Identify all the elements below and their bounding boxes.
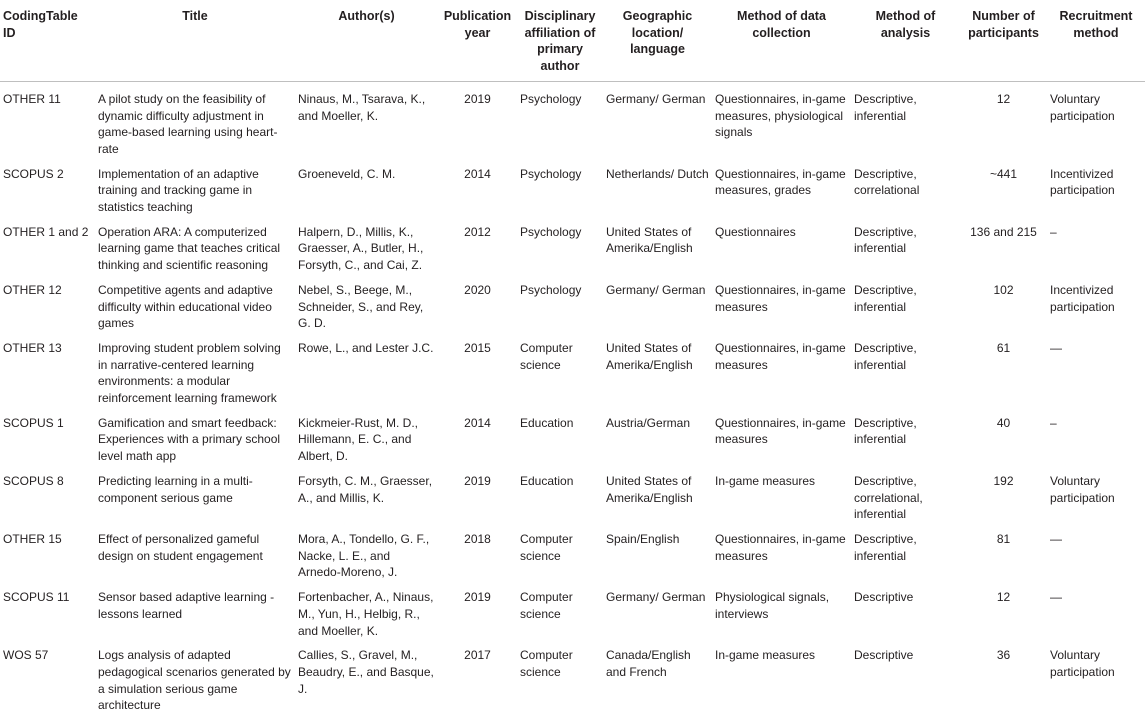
cell-affiliation: Education bbox=[520, 415, 574, 430]
cell-participants: 136 and 215 bbox=[970, 224, 1037, 239]
header-recruitment: Recruitment method bbox=[1047, 0, 1145, 81]
cell-recruitment: Incentivized participation bbox=[1050, 166, 1115, 198]
cell-coding-id: OTHER 12 bbox=[3, 282, 62, 297]
cell-location: Germany/ German bbox=[606, 91, 706, 106]
cell-recruitment: — bbox=[1050, 590, 1062, 605]
table-row bbox=[0, 158, 1145, 216]
cell-title: Gamification and smart feedback: Experiences with a primary school level math app bbox=[98, 415, 281, 464]
table-row bbox=[0, 332, 1145, 407]
cell-data-collection: Questionnaires, in-game measures, grades bbox=[715, 166, 846, 198]
header-disciplinary-affiliation: Disciplinary affiliation of primary author bbox=[517, 0, 603, 81]
cell-data-collection: Questionnaires, in-game measures bbox=[715, 531, 846, 563]
cell-recruitment: Voluntary participation bbox=[1050, 473, 1115, 505]
cell-authors: Ninaus, M., Tsarava, K., and Moeller, K. bbox=[298, 91, 426, 123]
cell-data-collection: Physiological signals, interviews bbox=[715, 590, 830, 621]
cell-year: 2018 bbox=[464, 531, 491, 546]
cell-year: 2020 bbox=[464, 282, 491, 297]
cell-affiliation: Computer science bbox=[520, 531, 573, 563]
cell-title: Sensor based adaptive learning - lessons learned bbox=[98, 590, 275, 621]
cell-data-collection: Questionnaires, in-game measures bbox=[715, 282, 846, 314]
cell-coding-id: SCOPUS 1 bbox=[3, 415, 64, 430]
cell-recruitment: – bbox=[1050, 224, 1057, 239]
cell-recruitment: — bbox=[1050, 340, 1062, 355]
cell-location: Netherlands/ Dutch bbox=[606, 166, 709, 181]
cell-title: Improving student problem solving in narrative-centered learning environments: a modular reinforcement learning framework bbox=[98, 340, 281, 406]
header-authors: Author(s) bbox=[295, 0, 438, 81]
cell-analysis: Descriptive, inferential bbox=[854, 415, 917, 447]
cell-participants: 81 bbox=[996, 531, 1011, 546]
cell-location: United States of Amerika/English bbox=[606, 473, 693, 505]
cell-coding-id: SCOPUS 2 bbox=[3, 166, 64, 181]
cell-location: Germany/ German bbox=[606, 590, 706, 605]
cell-coding-id: OTHER 1 and 2 bbox=[3, 224, 89, 239]
cell-analysis: Descriptive bbox=[854, 590, 914, 605]
cell-title: Operation ARA: A computerized learning game that teaches critical thinking and scientific reasoning bbox=[98, 224, 281, 273]
cell-participants: 12 bbox=[996, 91, 1011, 106]
cell-authors: Forsyth, C. M., Graesser, A., and Millis, K. bbox=[298, 473, 433, 505]
cell-recruitment: Voluntary participation bbox=[1050, 91, 1115, 123]
cell-coding-id: SCOPUS 8 bbox=[3, 473, 64, 488]
cell-participants: 102 bbox=[993, 282, 1014, 297]
cell-title: Effect of personalized gameful design on student engagement bbox=[98, 531, 263, 563]
cell-participants: 40 bbox=[996, 415, 1011, 430]
cell-title: Logs analysis of adapted pedagogical scenarios generated by a simulation serious game architecture bbox=[98, 648, 291, 713]
cell-location: Austria/German bbox=[606, 415, 691, 430]
header-analysis: Method of analysis bbox=[851, 0, 960, 81]
cell-location: Spain/English bbox=[606, 531, 680, 546]
cell-authors: Rowe, L., and Lester J.C. bbox=[298, 340, 434, 355]
cell-data-collection: In-game measures bbox=[715, 473, 816, 488]
header-data-collection: Method of data collection bbox=[712, 0, 851, 81]
cell-recruitment: – bbox=[1050, 415, 1057, 430]
cell-participants: 36 bbox=[996, 648, 1011, 663]
cell-data-collection: Questionnaires, in-game measures bbox=[715, 415, 846, 447]
cell-analysis: Descriptive, correlational, inferential bbox=[854, 473, 923, 522]
table-row bbox=[0, 523, 1145, 581]
cell-participants: 61 bbox=[996, 340, 1011, 355]
cell-location: Canada/English and French bbox=[606, 648, 691, 679]
cell-analysis: Descriptive, inferential bbox=[854, 282, 917, 314]
cell-title: Implementation of an adaptive training and tracking game in statistics teaching bbox=[98, 166, 259, 215]
table-row bbox=[0, 216, 1145, 274]
cell-data-collection: Questionnaires, in-game measures, physiological signals bbox=[715, 91, 846, 140]
cell-affiliation: Computer science bbox=[520, 648, 573, 679]
cell-analysis: Descriptive, inferential bbox=[854, 224, 917, 256]
cell-authors: Callies, S., Gravel, M., Beaudry, E., and Basque, J. bbox=[298, 648, 434, 696]
header-participants: Number of participants bbox=[960, 0, 1047, 81]
cell-year: 2019 bbox=[464, 91, 491, 106]
cell-affiliation: Psychology bbox=[520, 282, 582, 297]
cell-analysis: Descriptive, inferential bbox=[854, 91, 917, 123]
cell-data-collection: Questionnaires, in-game measures bbox=[715, 340, 846, 372]
cell-affiliation: Education bbox=[520, 473, 574, 488]
cell-data-collection: In-game measures bbox=[715, 648, 816, 663]
cell-recruitment: — bbox=[1050, 531, 1062, 546]
cell-affiliation: Psychology bbox=[520, 91, 582, 106]
cell-title: A pilot study on the feasibility of dynamic difficulty adjustment in game-based learning using heart-rate bbox=[98, 91, 278, 156]
cell-coding-id: WOS 57 bbox=[3, 648, 49, 663]
cell-location: Germany/ German bbox=[606, 282, 706, 297]
cell-authors: Mora, A., Tondello, G. F., Nacke, L. E., and Arnedo-Moreno, J. bbox=[298, 531, 430, 580]
cell-year: 2014 bbox=[464, 166, 491, 181]
cell-affiliation: Psychology bbox=[520, 166, 582, 181]
cell-title: Competitive agents and adaptive difficulty within educational video games bbox=[98, 282, 273, 331]
cell-location: United States of Amerika/English bbox=[606, 224, 693, 256]
table-row bbox=[0, 81, 1145, 157]
cell-location: United States of Amerika/English bbox=[606, 340, 693, 372]
table-row bbox=[0, 274, 1145, 332]
header-row bbox=[0, 0, 1145, 81]
header-coding-id: CodingTable ID bbox=[0, 0, 95, 81]
cell-authors: Kickmeier-Rust, M. D., Hillemann, E. C., and Albert, D. bbox=[298, 415, 419, 464]
cell-affiliation: Computer science bbox=[520, 590, 573, 621]
cell-coding-id: OTHER 15 bbox=[3, 531, 62, 546]
cell-analysis: Descriptive bbox=[854, 648, 914, 663]
table-row bbox=[0, 581, 1145, 639]
cell-analysis: Descriptive, inferential bbox=[854, 531, 917, 563]
cell-recruitment: Incentivized participation bbox=[1050, 282, 1115, 314]
cell-analysis: Descriptive, inferential bbox=[854, 340, 917, 372]
cell-authors: Fortenbacher, A., Ninaus, M., Yun, H., Helbig, R., and Moeller, K. bbox=[298, 590, 434, 638]
cell-authors: Nebel, S., Beege, M., Schneider, S., and Rey, G. D. bbox=[298, 282, 424, 331]
cell-data-collection: Questionnaires bbox=[715, 224, 796, 239]
table-row bbox=[0, 465, 1145, 523]
cell-coding-id: SCOPUS 11 bbox=[3, 590, 70, 605]
cell-authors: Groeneveld, C. M. bbox=[298, 166, 396, 181]
cell-year: 2017 bbox=[464, 648, 491, 663]
cell-recruitment: Voluntary participation bbox=[1050, 648, 1115, 679]
header-publication-year: Publication year bbox=[438, 0, 517, 81]
cell-year: 2019 bbox=[464, 473, 491, 488]
table-row bbox=[0, 639, 1145, 714]
cell-coding-id: OTHER 11 bbox=[3, 91, 61, 106]
cell-participants: 192 bbox=[993, 473, 1014, 488]
cell-affiliation: Computer science bbox=[520, 340, 573, 372]
cell-year: 2012 bbox=[464, 224, 491, 239]
cell-participants: 12 bbox=[996, 590, 1011, 605]
cell-coding-id: OTHER 13 bbox=[3, 340, 62, 355]
cell-title: Predicting learning in a multi-component serious game bbox=[98, 473, 253, 505]
cell-year: 2014 bbox=[464, 415, 491, 430]
table-row bbox=[0, 407, 1145, 465]
cell-authors: Halpern, D., Millis, K., Graesser, A., Butler, H., Forsyth, C., and Cai, Z. bbox=[298, 224, 424, 273]
header-geographic-location: Geographic location/ language bbox=[603, 0, 712, 81]
header-title: Title bbox=[95, 0, 295, 81]
cell-year: 2019 bbox=[464, 590, 491, 605]
cell-analysis: Descriptive, correlational bbox=[854, 166, 920, 198]
cell-year: 2015 bbox=[464, 340, 491, 355]
cell-affiliation: Psychology bbox=[520, 224, 582, 239]
cell-participants: ~441 bbox=[989, 166, 1018, 181]
